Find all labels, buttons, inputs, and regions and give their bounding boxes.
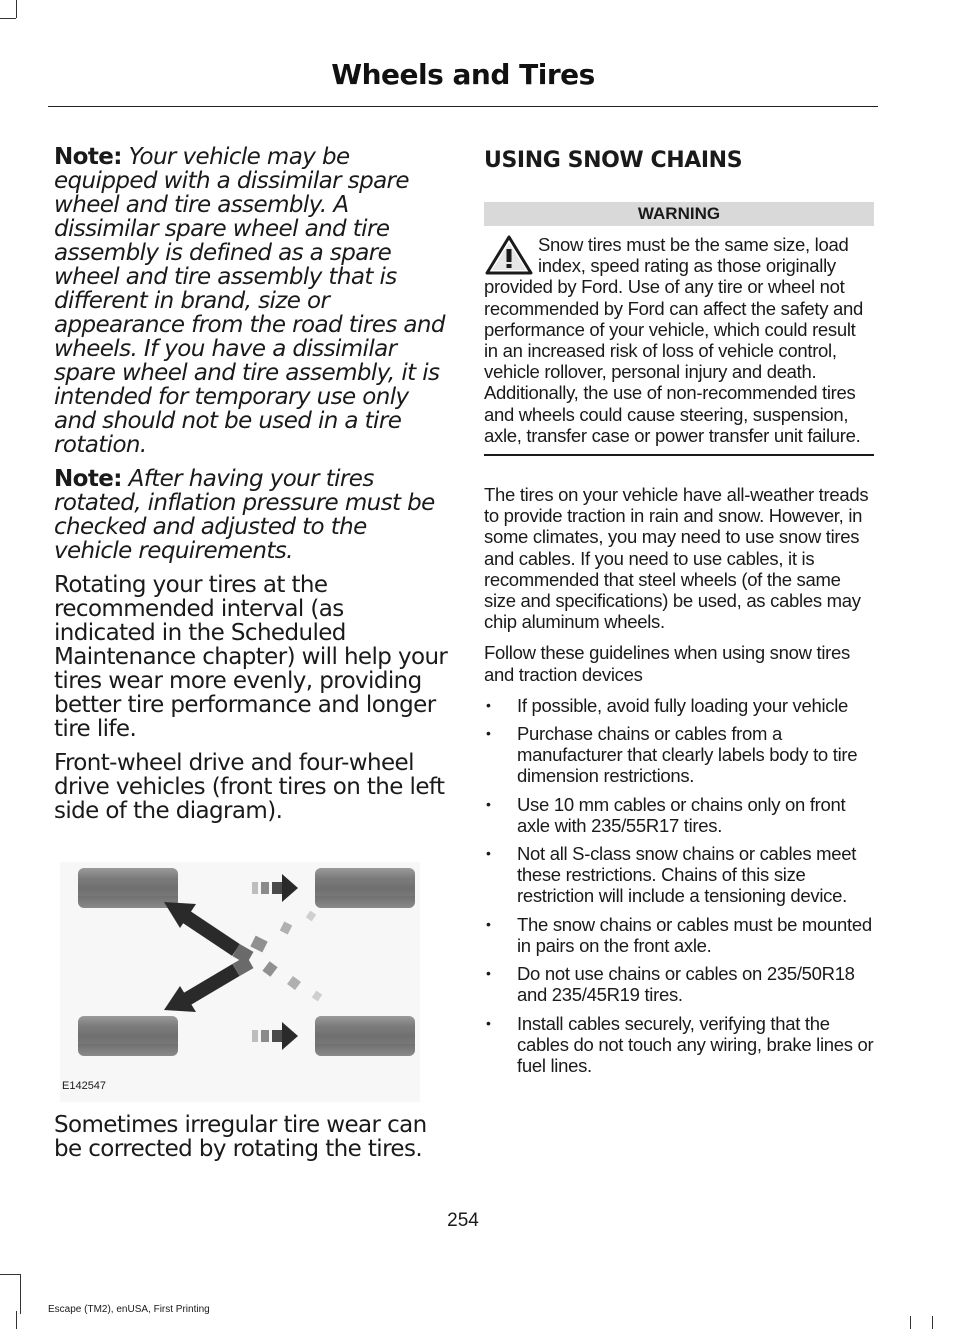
note-text: Your vehicle may be equipped with a dissimilar spare wheel and tire assembly. A dissimilar spare wheel and tire assembly is defined as a spare wheel and tire assembly that is different in brand, size or appearance from the road tires and wheels. If you have a dissimilar spare wheel and tire assembly, it is intended for temporary use only and should not be used in a tire rotation. (54, 144, 445, 458)
list-item (484, 723, 874, 787)
list-item (484, 794, 874, 836)
list-item (484, 695, 874, 716)
list-item (484, 963, 874, 1005)
bullet-icon: • (486, 965, 491, 982)
bullet-icon: • (486, 725, 491, 742)
list-item-text: Do not use chains or cables on 235/50R18 and 235/45R19 tires. (517, 963, 855, 1006)
list-item (484, 914, 874, 956)
bullet-icon: • (486, 1014, 491, 1031)
list-item-text: Not all S-class snow chains or cables meet these restrictions. Chains of this size restriction will include a tensioning device. (517, 843, 857, 907)
crop-mark (16, 0, 17, 18)
tire-rear-right (315, 1016, 415, 1056)
page-number: 254 (447, 1210, 479, 1231)
list-item-text: Install cables securely, verifying that the cables do not touch any wiring, brake lines or fuel lines. (517, 1012, 874, 1076)
crop-mark (20, 1274, 21, 1314)
warning-banner: WARNING (484, 202, 874, 226)
warning-box (484, 234, 874, 446)
left-column (54, 145, 449, 833)
bullet-icon: • (486, 795, 491, 812)
bullet-icon: • (486, 696, 491, 713)
note-inflation (54, 467, 449, 563)
tire-front-left (78, 868, 178, 908)
figure-code: E142547 (62, 1080, 107, 1092)
snow-tires-paragraph: The tires on your vehicle have all-weather treads to provide traction in rain and snow. However, in some climates, you may need to use snow tires and cables. If you need to use cables, it is recommended that steel wheels (of the same size and specifications) be used, as cables may chip aluminum wheels. (484, 484, 869, 633)
tire-front-right (78, 1016, 178, 1056)
guidelines-intro: Follow these guidelines when using snow tires and traction devices (484, 642, 850, 685)
warning-divider (484, 454, 874, 456)
crop-mark (0, 18, 16, 19)
note-text: After having your tires rotated, inflation pressure must be checked and adjusted to the vehicle requirements. (54, 466, 435, 564)
warning-triangle-icon (484, 234, 534, 276)
note-dissimilar-spare (54, 145, 449, 457)
tire-rotation-diagram (60, 862, 420, 1102)
tire-rear-left (315, 868, 415, 908)
footer-edition: Escape (TM2), enUSA, First Printing (48, 1304, 210, 1315)
section-heading: USING SNOW CHAINS (484, 148, 743, 173)
list-item-text: The snow chains or cables must be mounted in pairs on the front axle. (517, 913, 872, 956)
page-title: Wheels and Tires (331, 58, 595, 91)
crop-mark (16, 1311, 17, 1329)
list-item (484, 843, 874, 907)
note-label: Note: (54, 144, 122, 170)
bullet-icon: • (486, 915, 491, 932)
crop-mark (910, 1316, 911, 1329)
list-item-text: Purchase chains or cables from a manufacturer that clearly labels body to tire dimension restrictions. (517, 723, 858, 787)
note-label: Note: (54, 466, 122, 492)
list-item-text: Use 10 mm cables or chains only on front axle with 235/55R17 tires. (517, 793, 846, 836)
guidelines-list (484, 695, 874, 1076)
crop-mark (0, 1274, 20, 1275)
list-item-text: If possible, avoid fully loading your vehicle (517, 694, 848, 716)
title-divider (48, 106, 878, 107)
closing-paragraph: Sometimes irregular tire wear can be corrected by rotating the tires. (54, 1112, 427, 1162)
crop-mark (932, 1316, 933, 1329)
rotation-paragraph: Rotating your tires at the recommended interval (as indicated in the Scheduled Maintenance chapter) will help your tires wear more evenly, providing better tire performance and longer tire life. (54, 572, 448, 742)
diagram-caption: Front-wheel drive and four-wheel drive vehicles (front tires on the left side of the diagram). (54, 750, 445, 824)
bullet-icon: • (486, 845, 491, 862)
warning-text: Snow tires must be the same size, load index, speed rating as those originally provided by Ford. Use of any tire or wheel not recommended by Ford can affect the safety and performance of your vehicle, which could result in an increased risk of loss of vehicle control, vehicle rollover, personal injury and death. Additionally, the use of non-recommended tires and wheels could cause steering, suspension, axle, transfer case or power transfer unit failure. (484, 234, 863, 446)
right-column (484, 146, 874, 1083)
list-item (484, 1013, 874, 1077)
